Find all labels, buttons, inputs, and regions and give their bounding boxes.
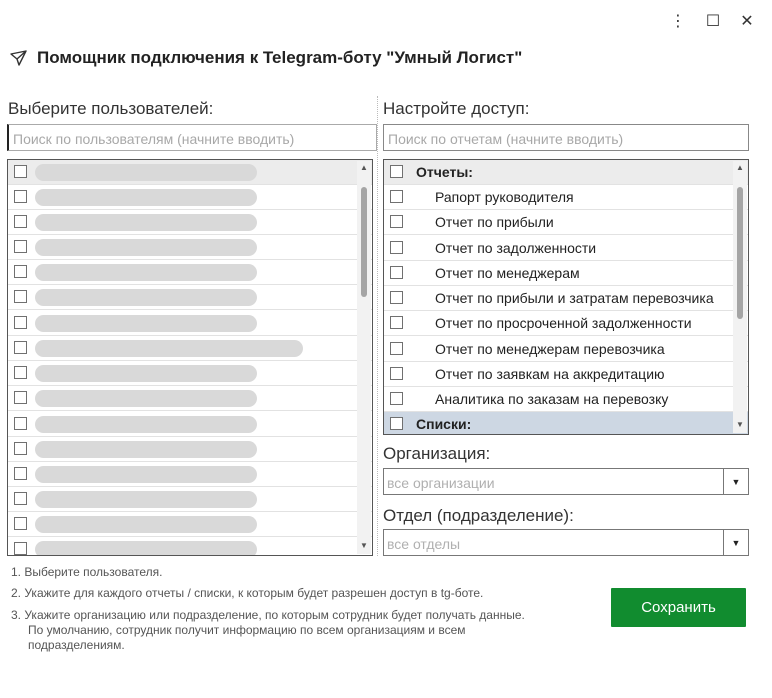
report-label: Отчет по заявкам на аккредитацию <box>435 366 665 382</box>
user-name <box>35 340 303 357</box>
list-item[interactable] <box>8 462 372 487</box>
list-item[interactable] <box>384 236 748 261</box>
instruction-step-3-line-3: подразделениям. <box>28 638 125 652</box>
user-name <box>35 239 257 256</box>
list-item[interactable] <box>8 185 372 210</box>
scroll-up-icon[interactable]: ▲ <box>360 163 368 172</box>
checkbox[interactable] <box>14 240 27 253</box>
users-list-scrollbar[interactable] <box>357 161 371 554</box>
report-label: Отчет по задолженности <box>435 240 597 256</box>
checkbox[interactable] <box>14 417 27 430</box>
list-item[interactable] <box>384 362 748 387</box>
user-name <box>35 189 257 206</box>
department-select[interactable] <box>383 529 749 556</box>
checkbox[interactable] <box>14 165 27 178</box>
scrollbar-thumb[interactable] <box>737 187 743 319</box>
organization-value: все организации <box>387 475 495 491</box>
list-item[interactable] <box>8 235 372 260</box>
list-item[interactable] <box>8 537 372 556</box>
list-item[interactable] <box>384 337 748 362</box>
reports-group-header[interactable] <box>384 160 748 185</box>
checkbox[interactable] <box>390 367 403 380</box>
list-item[interactable] <box>8 160 372 185</box>
column-divider <box>377 96 379 556</box>
list-item[interactable] <box>384 387 748 412</box>
list-item[interactable] <box>8 512 372 537</box>
checkbox[interactable] <box>14 517 27 530</box>
report-label: Отчет по менеджерам <box>435 265 580 281</box>
telegram-icon <box>10 50 27 66</box>
user-name <box>35 541 257 556</box>
reports-list <box>383 159 749 435</box>
checkbox[interactable] <box>14 265 27 278</box>
list-item[interactable] <box>384 261 748 286</box>
checkbox[interactable] <box>390 392 403 405</box>
lists-group-header[interactable] <box>384 412 748 435</box>
scroll-down-icon[interactable]: ▼ <box>360 541 368 550</box>
list-item[interactable] <box>384 210 748 235</box>
scroll-up-icon[interactable]: ▲ <box>736 163 744 172</box>
user-name <box>35 441 257 458</box>
maximize-icon[interactable]: ☐ <box>705 13 721 30</box>
user-name <box>35 390 257 407</box>
report-label: Аналитика по заказам на перевозку <box>435 391 669 407</box>
report-label: Отчет по просроченной задолженности <box>435 315 692 331</box>
access-label: Настройте доступ: <box>383 99 530 118</box>
department-value: все отделы <box>387 536 461 552</box>
list-item[interactable] <box>8 487 372 512</box>
checkbox[interactable] <box>390 165 403 178</box>
checkbox[interactable] <box>14 467 27 480</box>
dialog-title <box>10 48 522 68</box>
user-name <box>35 416 257 433</box>
instruction-step-1: 1. Выберите пользователя. <box>11 565 163 579</box>
checkbox[interactable] <box>14 190 27 203</box>
list-item[interactable] <box>384 311 748 336</box>
checkbox[interactable] <box>390 266 403 279</box>
users-search-input[interactable]: Поиск по пользователям (начните вводить) <box>7 124 377 151</box>
list-item[interactable] <box>8 336 372 361</box>
chevron-down-icon[interactable]: ▼ <box>723 469 748 494</box>
list-item[interactable] <box>8 260 372 285</box>
reports-list-scrollbar[interactable] <box>733 161 747 433</box>
checkbox[interactable] <box>14 442 27 455</box>
checkbox[interactable] <box>14 341 27 354</box>
users-label: Выберите пользователей: <box>8 99 214 118</box>
checkbox[interactable] <box>14 391 27 404</box>
list-item[interactable] <box>8 361 372 386</box>
list-item[interactable] <box>384 286 748 311</box>
checkbox[interactable] <box>14 215 27 228</box>
list-item[interactable] <box>8 210 372 235</box>
user-name <box>35 315 257 332</box>
checkbox[interactable] <box>390 215 403 228</box>
close-icon[interactable]: ✕ <box>740 13 754 30</box>
reports-search-input[interactable]: Поиск по отчетам (начните вводить) <box>383 124 749 151</box>
checkbox[interactable] <box>390 417 403 430</box>
report-label: Отчет по прибыли <box>435 214 554 230</box>
list-item[interactable] <box>8 386 372 411</box>
checkbox[interactable] <box>14 316 27 329</box>
user-name <box>35 164 257 181</box>
checkbox[interactable] <box>390 190 403 203</box>
scroll-down-icon[interactable]: ▼ <box>736 420 744 429</box>
checkbox[interactable] <box>14 492 27 505</box>
save-button[interactable]: Сохранить <box>611 588 746 627</box>
checkbox[interactable] <box>14 542 27 555</box>
user-name <box>35 466 257 483</box>
department-label: Отдел (подразделение): <box>383 506 574 525</box>
instruction-step-3-line-2: По умолчанию, сотрудник получит информацию по всем организациям и всем <box>28 623 466 637</box>
reports-header-label: Отчеты: <box>416 164 473 180</box>
user-name <box>35 491 257 508</box>
report-label: Отчет по менеджерам перевозчика <box>435 341 665 357</box>
instruction-step-3: 3. Укажите организацию или подразделение, по которым сотрудник будет получать данные. <box>11 608 525 622</box>
report-label: Рапорт руководителя <box>435 189 574 205</box>
checkbox[interactable] <box>390 241 403 254</box>
list-item[interactable] <box>8 437 372 462</box>
organization-select[interactable] <box>383 468 749 495</box>
instruction-step-2: 2. Укажите для каждого отчеты / списки, к которым будет разрешен доступ в tg-боте. <box>11 586 484 600</box>
user-name <box>35 289 257 306</box>
organization-label: Организация: <box>383 444 491 463</box>
scrollbar-thumb[interactable] <box>361 187 367 297</box>
checkbox[interactable] <box>14 366 27 379</box>
checkbox[interactable] <box>390 291 403 304</box>
list-item[interactable] <box>384 185 748 210</box>
lists-header-label: Списки: <box>416 416 472 432</box>
checkbox[interactable] <box>390 316 403 329</box>
list-item[interactable] <box>8 412 372 437</box>
chevron-down-icon[interactable]: ▼ <box>723 530 748 555</box>
user-name <box>35 214 257 231</box>
list-item[interactable] <box>8 311 372 336</box>
list-item[interactable] <box>8 285 372 310</box>
checkbox[interactable] <box>390 342 403 355</box>
user-name <box>35 365 257 382</box>
user-name <box>35 516 257 533</box>
report-label: Отчет по прибыли и затратам перевозчика <box>435 290 714 306</box>
user-name <box>35 264 257 281</box>
more-options-icon[interactable]: ⋮ <box>670 13 686 30</box>
users-list <box>7 159 373 556</box>
dialog-title-text: Помощник подключения к Telegram-боту "Умный Логист" <box>37 48 523 67</box>
checkbox[interactable] <box>14 290 27 303</box>
